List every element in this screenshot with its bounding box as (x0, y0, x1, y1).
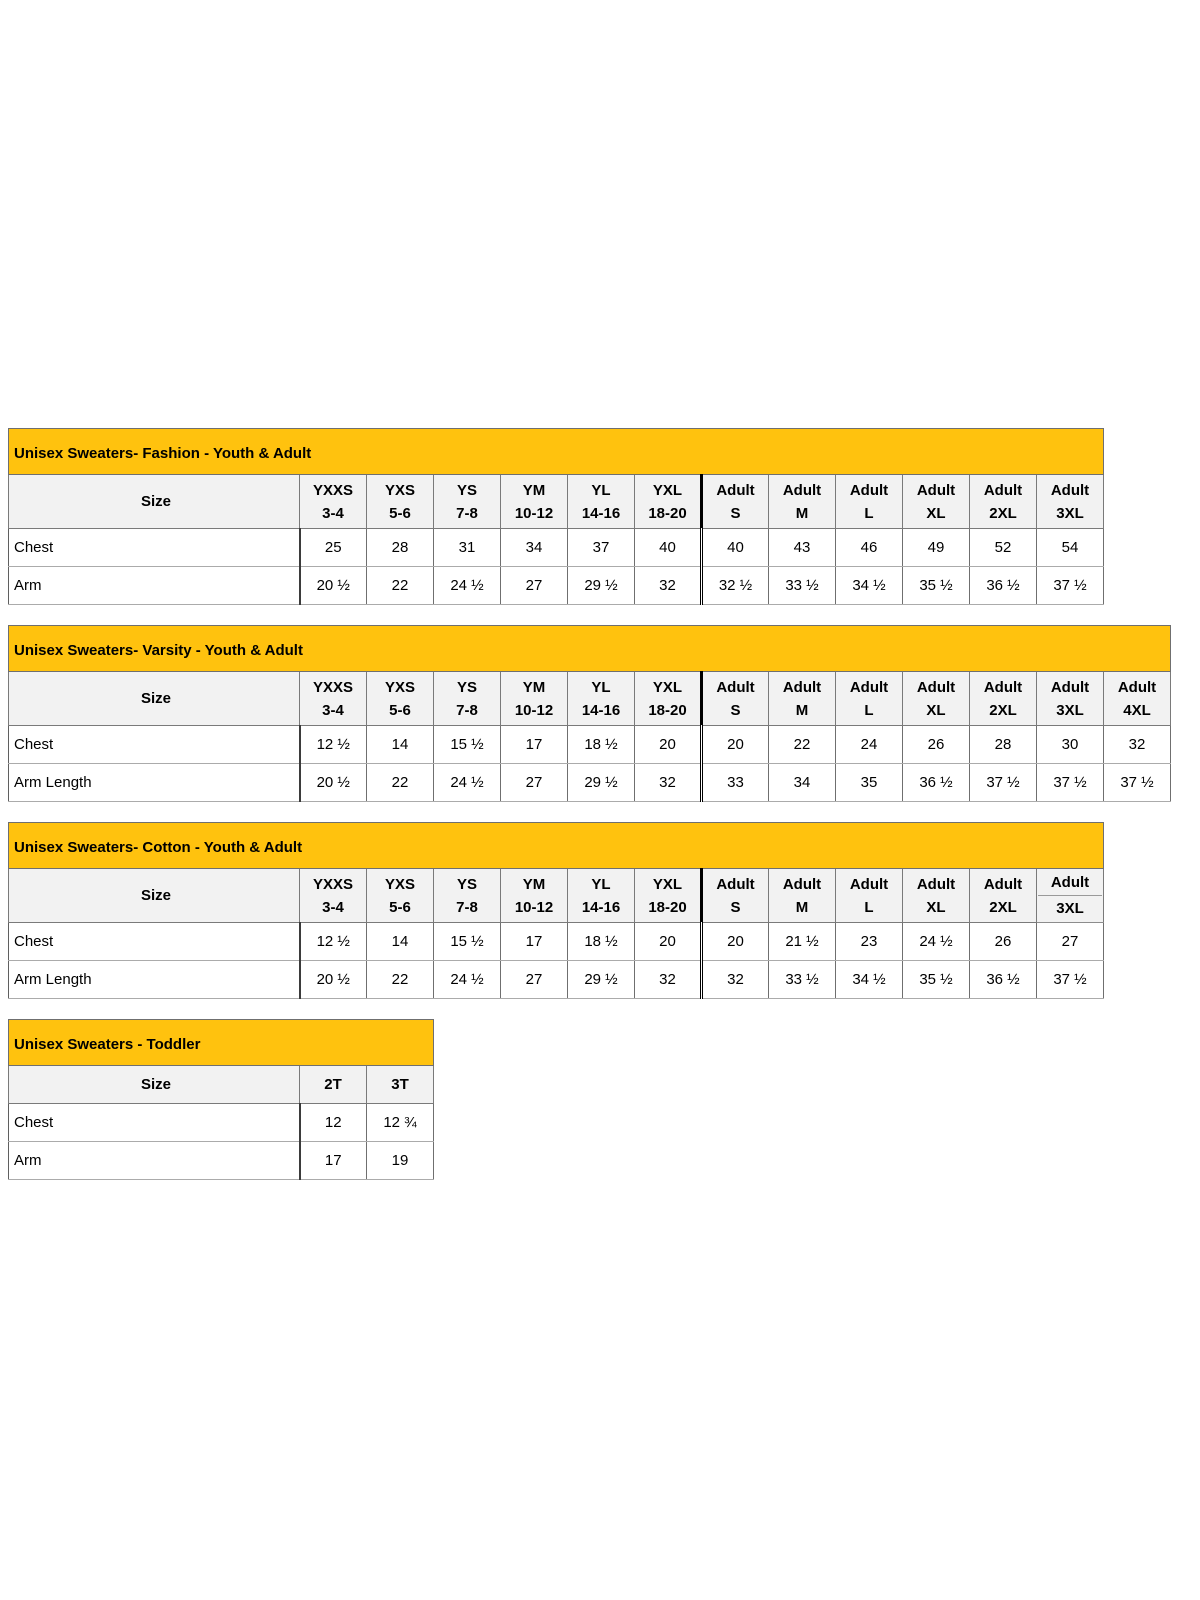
size-column-header: Adult 3XL (1037, 672, 1104, 726)
size-column-header: YS 7-8 (434, 869, 501, 923)
size-column-label: Size (9, 869, 300, 923)
size-column-header: Adult M (769, 475, 836, 529)
size-column-header: Adult 3XL (1037, 475, 1104, 529)
size-value-cell: 20 (635, 726, 702, 764)
size-value-cell: 27 (501, 764, 568, 802)
size-value-cell: 30 (1037, 726, 1104, 764)
table-title: Unisex Sweaters- Cotton - Youth & Adult (9, 823, 1104, 869)
size-value-cell: 14 (367, 923, 434, 961)
size-value-cell: 32 (635, 764, 702, 802)
size-value-cell: 24 ½ (434, 961, 501, 999)
size-value-cell: 37 ½ (970, 764, 1037, 802)
size-value-cell: 20 (635, 923, 702, 961)
size-column-header: Adult L (836, 869, 903, 923)
size-value-cell: 20 (702, 923, 769, 961)
size-value-cell: 20 ½ (300, 567, 367, 605)
size-value-cell: 32 (1104, 726, 1171, 764)
size-column-header: YXXS 3-4 (300, 672, 367, 726)
size-column-header: Adult M (769, 869, 836, 923)
size-value-cell: 32 (635, 567, 702, 605)
size-value-cell: 21 ½ (769, 923, 836, 961)
size-value-cell: 18 ½ (568, 726, 635, 764)
size-value-cell: 17 (300, 1142, 367, 1180)
size-value-cell: 32 ½ (702, 567, 769, 605)
size-value-cell: 37 ½ (1037, 961, 1104, 999)
size-value-cell: 36 ½ (970, 567, 1037, 605)
size-value-cell: 22 (769, 726, 836, 764)
size-value-cell: 18 ½ (568, 923, 635, 961)
size-value-cell: 34 (501, 529, 568, 567)
size-column-header: 2T (300, 1066, 367, 1104)
measurement-row-label: Chest (9, 529, 300, 567)
size-value-cell: 43 (769, 529, 836, 567)
size-value-cell: 28 (970, 726, 1037, 764)
size-chart-table-varsity (8, 625, 1171, 802)
size-value-cell: 17 (501, 726, 568, 764)
size-column-header: YXL 18-20 (635, 672, 702, 726)
size-value-cell: 15 ½ (434, 726, 501, 764)
size-value-cell: 12 ½ (300, 923, 367, 961)
size-value-cell: 40 (635, 529, 702, 567)
size-column-header: YXXS 3-4 (300, 475, 367, 529)
size-value-cell: 23 (836, 923, 903, 961)
size-value-cell: 36 ½ (903, 764, 970, 802)
size-column-header: YL 14-16 (568, 672, 635, 726)
size-value-cell: 28 (367, 529, 434, 567)
size-value-cell: 37 ½ (1104, 764, 1171, 802)
size-value-cell: 34 (769, 764, 836, 802)
size-value-cell: 37 ½ (1037, 764, 1104, 802)
size-value-cell: 24 ½ (903, 923, 970, 961)
size-column-header: YXXS 3-4 (300, 869, 367, 923)
size-value-cell: 17 (501, 923, 568, 961)
size-column-header: Adult XL (903, 475, 970, 529)
size-column-header: YXS 5-6 (367, 672, 434, 726)
size-value-cell: 12 ¾ (367, 1104, 434, 1142)
size-column-header: YM 10-12 (501, 475, 568, 529)
size-value-cell: 49 (903, 529, 970, 567)
size-value-cell: 46 (836, 529, 903, 567)
size-column-header: YM 10-12 (501, 672, 568, 726)
size-value-cell: 33 ½ (769, 961, 836, 999)
measurement-row-label: Arm Length (9, 961, 300, 999)
size-value-cell: 25 (300, 529, 367, 567)
size-value-cell: 52 (970, 529, 1037, 567)
size-column-header: YL 14-16 (568, 475, 635, 529)
size-column-label: Size (9, 475, 300, 529)
table-title: Unisex Sweaters- Fashion - Youth & Adult (9, 429, 1104, 475)
size-value-cell: 22 (367, 961, 434, 999)
size-column-header: YL 14-16 (568, 869, 635, 923)
size-value-cell: 20 ½ (300, 961, 367, 999)
size-chart-table-cotton (8, 822, 1104, 999)
size-column-header: Adult 2XL (970, 475, 1037, 529)
size-value-cell: 27 (501, 567, 568, 605)
size-value-cell: 14 (367, 726, 434, 764)
size-chart-table-toddler (8, 1019, 434, 1180)
size-value-cell: 12 (300, 1104, 367, 1142)
size-column-header: YS 7-8 (434, 672, 501, 726)
size-value-cell: 40 (702, 529, 769, 567)
size-column-header: YXL 18-20 (635, 475, 702, 529)
size-column-header: Adult L (836, 475, 903, 529)
size-value-cell: 35 (836, 764, 903, 802)
size-value-cell: 27 (1037, 923, 1104, 961)
size-value-cell: 24 (836, 726, 903, 764)
measurement-row-label: Chest (9, 923, 300, 961)
table-title: Unisex Sweaters- Varsity - Youth & Adult (9, 626, 1171, 672)
size-value-cell: 34 ½ (836, 961, 903, 999)
size-value-cell: 26 (970, 923, 1037, 961)
size-column-header: Adult S (702, 475, 769, 529)
size-value-cell: 35 ½ (903, 567, 970, 605)
size-value-cell: 35 ½ (903, 961, 970, 999)
size-column-header: Adult 2XL (970, 869, 1037, 923)
size-column-header: Adult XL (903, 869, 970, 923)
measurement-row-label: Arm (9, 1142, 300, 1180)
size-value-cell: 24 ½ (434, 764, 501, 802)
size-column-label: Size (9, 672, 300, 726)
size-value-cell: 29 ½ (568, 764, 635, 802)
size-value-cell: 37 ½ (1037, 567, 1104, 605)
size-column-header: YXL 18-20 (635, 869, 702, 923)
measurement-row-label: Arm Length (9, 764, 300, 802)
size-value-cell: 19 (367, 1142, 434, 1180)
measurement-row-label: Chest (9, 726, 300, 764)
size-value-cell: 24 ½ (434, 567, 501, 605)
size-value-cell: 32 (702, 961, 769, 999)
size-column-header: 3T (367, 1066, 434, 1104)
size-column-header: Adult S (702, 672, 769, 726)
size-value-cell: 33 (702, 764, 769, 802)
table-title: Unisex Sweaters - Toddler (9, 1020, 434, 1066)
size-column-header: Adult S (702, 869, 769, 923)
size-value-cell: 22 (367, 764, 434, 802)
size-column-label: Size (9, 1066, 300, 1104)
size-value-cell: 37 (568, 529, 635, 567)
size-value-cell: 54 (1037, 529, 1104, 567)
size-value-cell: 22 (367, 567, 434, 605)
size-value-cell: 20 ½ (300, 764, 367, 802)
size-value-cell: 12 ½ (300, 726, 367, 764)
size-column-header: Adult L (836, 672, 903, 726)
size-value-cell: 29 ½ (568, 961, 635, 999)
size-chart-table-fashion (8, 428, 1104, 605)
size-value-cell: 29 ½ (568, 567, 635, 605)
size-column-header: YM 10-12 (501, 869, 568, 923)
size-column-header: Adult XL (903, 672, 970, 726)
size-column-header: Adult 4XL (1104, 672, 1171, 726)
size-column-header: Adult 2XL (970, 672, 1037, 726)
size-value-cell: 20 (702, 726, 769, 764)
measurement-row-label: Arm (9, 567, 300, 605)
size-value-cell: 32 (635, 961, 702, 999)
size-column-header: Adult 3XL (1037, 869, 1104, 923)
size-charts-stack (8, 428, 1200, 1180)
size-column-header: Adult M (769, 672, 836, 726)
size-value-cell: 27 (501, 961, 568, 999)
size-value-cell: 36 ½ (970, 961, 1037, 999)
size-column-header: YS 7-8 (434, 475, 501, 529)
size-value-cell: 26 (903, 726, 970, 764)
size-value-cell: 33 ½ (769, 567, 836, 605)
measurement-row-label: Chest (9, 1104, 300, 1142)
size-value-cell: 15 ½ (434, 923, 501, 961)
size-value-cell: 34 ½ (836, 567, 903, 605)
size-value-cell: 31 (434, 529, 501, 567)
size-column-header: YXS 5-6 (367, 869, 434, 923)
size-column-header: YXS 5-6 (367, 475, 434, 529)
